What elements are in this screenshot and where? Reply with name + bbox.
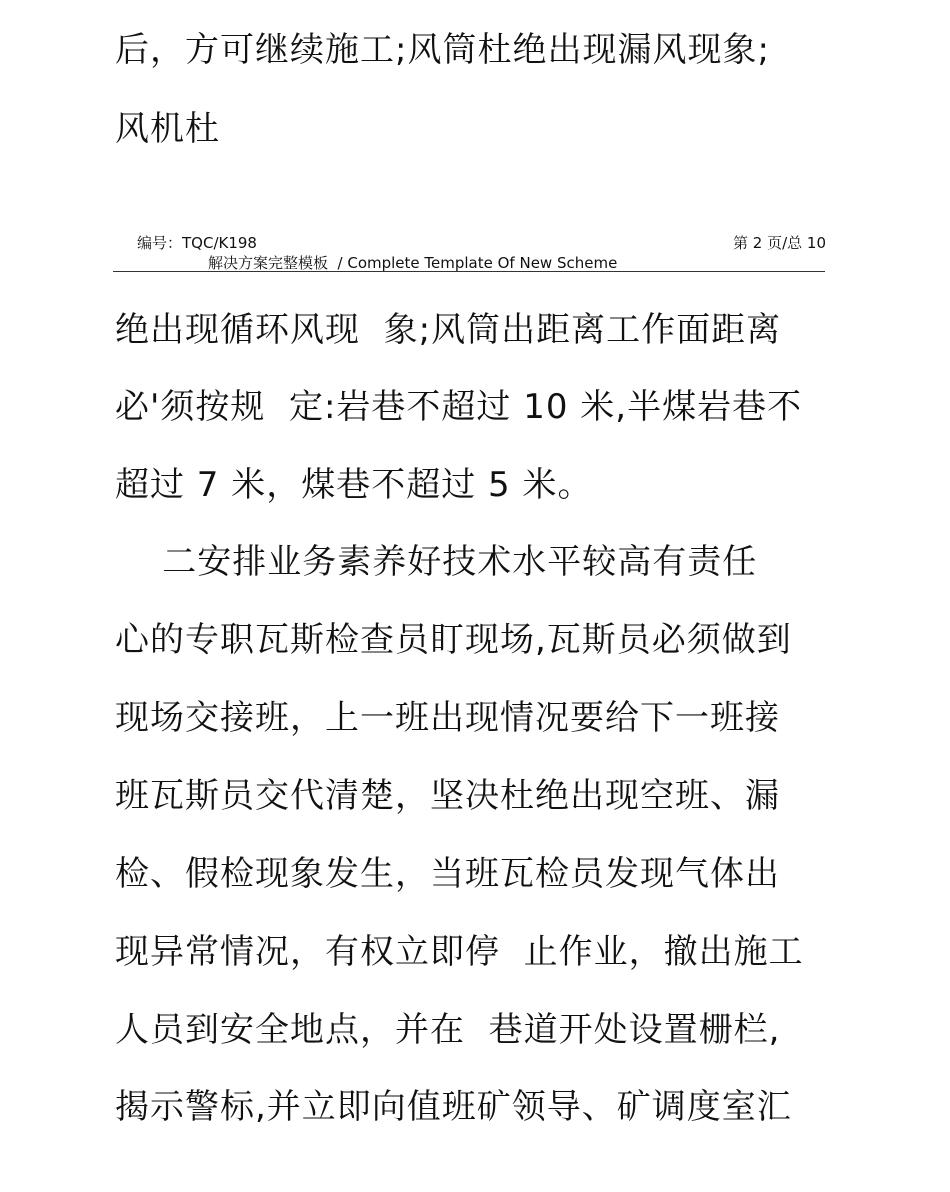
document-code: 编号：TQC/K198 [137, 234, 257, 252]
text-line: 现异常情况，有权立即停 止作业，撤出施工 [115, 932, 804, 972]
text-line: 超过 7 米，煤巷不超过 5 米。 [115, 465, 593, 505]
page-info: 第 2 页/总 10 [733, 234, 826, 252]
header-divider [113, 271, 825, 272]
text-line: 必'须按规 定:岩巷不超过 10 米,半煤岩巷不 [115, 387, 803, 427]
text-line: 心的专职瓦斯检查员盯现场,瓦斯员必须做到 [115, 620, 792, 660]
header-subtitle: 解决方案完整模板 / Complete Template Of New Scheme [208, 254, 618, 272]
text-line: 检、假检现象发生，当班瓦检员发现气体出 [115, 854, 780, 894]
text-line: 后，方可继续施工;风筒杜绝出现漏风现象; [115, 30, 770, 70]
text-line: 班瓦斯员交代清楚，坚决杜绝出现空班、漏 [115, 776, 780, 816]
text-line: 绝出现循环风现 象;风筒出距离工作面距离 [115, 310, 782, 350]
text-line: 二安排业务素养好技术水平较高有责任 [115, 542, 758, 582]
text-line: 现场交接班，上一班出现情况要给下一班接 [115, 698, 780, 738]
text-line: 风机杜 [115, 109, 220, 149]
text-line: 人员到安全地点，并在 巷道开处设置栅栏, [115, 1010, 781, 1050]
text-line: 揭示警标,并立即向值班矿领导、矿调度室汇 [115, 1087, 792, 1127]
